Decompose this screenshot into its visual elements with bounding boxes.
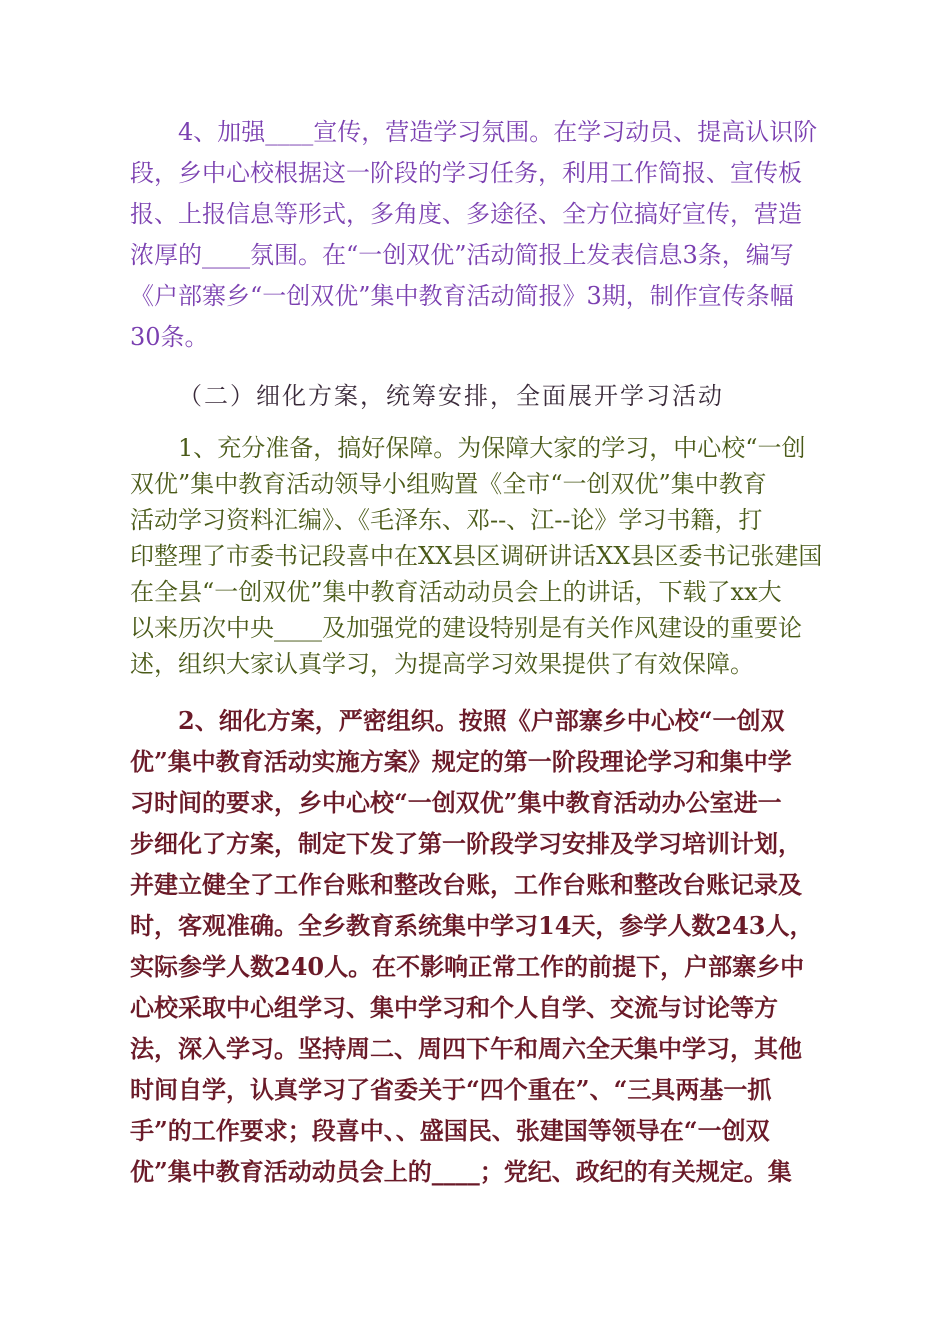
text-line: 以来历次中央____及加强党的建设特别是有关作风建设的重要论 [130,614,802,642]
text-line: 优”集中教育活动实施方案》规定的第一阶段理论学习和集中学 [130,747,792,776]
text-line: 优”集中教育活动动员会上的____；党纪、政纪的有关规定。集 [130,1157,792,1186]
text-line: 浓厚的____氛围。在“一创双优”活动简报上发表信息3条，编写 [130,241,794,269]
text-line: 步细化了方案，制定下发了第一阶段学习安排及学习培训计划， [130,829,802,858]
text-line: 活动学习资料汇编》、《毛泽东、邓--、江--论》学习书籍，打 [130,506,763,534]
text-line: 实际参学人数240人。在不影响正常工作的前提下，户部寨乡中 [130,952,805,981]
text-line: 时，客观准确。全乡教育系统集中学习14天，参学人数243人， [130,911,814,940]
text-line: 习时间的要求，乡中心校“一创双优”集中教育活动办公室进一 [130,788,782,817]
text-line: 印整理了市委书记段喜中在XX县区调研讲话XX县区委书记张建国 [130,542,823,570]
text-line: 段，乡中心校根据这一阶段的学习任务，利用工作简报、宣传板 [130,159,802,187]
text-line: 手”的工作要求；段喜中、、盛国民、张建国等领导在“一创双 [130,1116,770,1145]
text-line: 报、上报信息等形式，多角度、多途径、全方位搞好宣传，营造 [130,200,802,228]
text-line: 在全县“一创双优”集中教育活动动员会上的讲话，下载了xx大 [130,578,782,606]
text-line: 30条。 [130,323,209,351]
text-line: 法，深入学习。坚持周二、周四下午和周六全天集中学习，其他 [130,1034,802,1063]
text-line: 并建立健全了工作台账和整改台账，工作台账和整改台账记录及 [130,870,802,899]
text-line: 时间自学，认真学习了省委关于“四个重在”、“三具两基一抓 [130,1075,772,1104]
text-line: 双优”集中教育活动领导小组购置《全市“一创双优”集中教育 [130,470,767,498]
text-line: 心校采取中心组学习、集中学习和个人自学、交流与讨论等方 [130,993,778,1022]
text-line: 4、加强____宣传，营造学习氛围。在学习动员、提高认识阶 [178,118,818,146]
text-line: 述，组织大家认真学习，为提高学习效果提供了有效保障。 [130,650,754,678]
text-line: 2、细化方案，严密组织。按照《户部寨乡中心校“一创双 [178,706,785,735]
text-line: 1、充分准备，搞好保障。为保障大家的学习，中心校“一创 [178,434,806,462]
section-heading: （二）细化方案，统筹安排，全面展开学习活动 [178,382,724,410]
text-line: 《户部寨乡“一创双优”集中教育活动简报》3期，制作宣传条幅 [130,282,794,310]
